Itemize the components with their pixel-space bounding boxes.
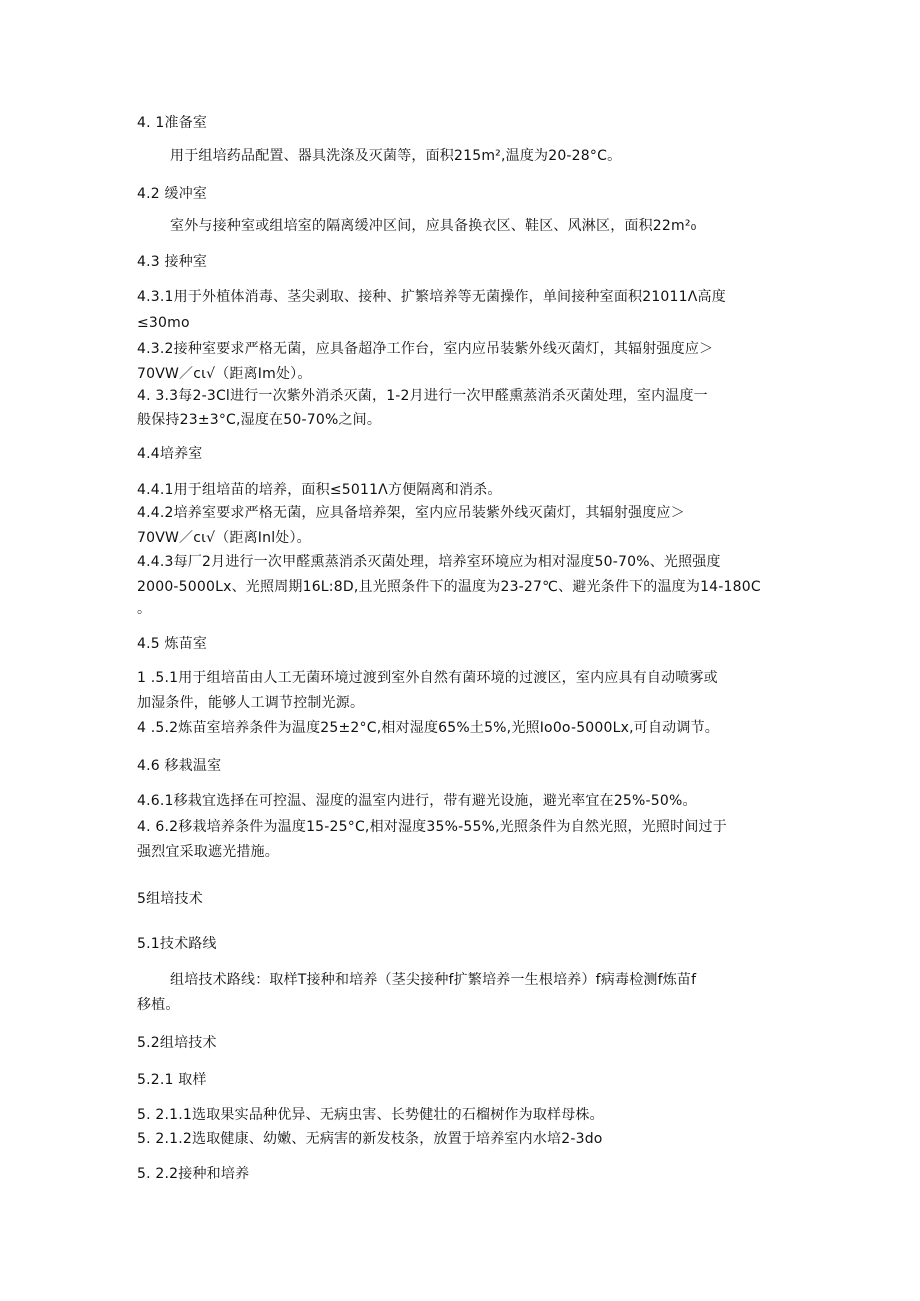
paragraph-4-5-1-cont: 加湿条件，能够人工调节控制光源。 — [137, 695, 365, 711]
paragraph-4-4-2-cont: 70VW／cι√（距离Inl处）。 — [137, 530, 311, 546]
paragraph-4-4-3: 4.4.3每厂2月进行一次甲醛熏蒸消杀灭菌处理，培养室环境应为相对湿度50-70%、光照强度 — [137, 554, 721, 570]
paragraph-4-3-3: 4. 3.3每2-3Cl进行一次紫外消杀灭菌，1-2月进行一次甲醛熏蒸消杀灭菌处理，室内温度一 — [137, 388, 708, 404]
paragraph-4-4-2: 4.4.2培养室要求严格无菌，应具备培养架，室内应吊装紫外线灭菌灯，其辐射强度应＞ — [137, 505, 685, 521]
paragraph-4-3-1: 4.3.1用于外植体消毒、茎尖剥取、接种、扩繁培养等无菌操作，单间接种室面积21011Λ高度 — [137, 289, 726, 305]
paragraph-4-1: 用于组培药品配置、器具洗涤及灭菌等，面积215m²,温度为20-28°C。 — [170, 148, 622, 164]
paragraph-4-2: 室外与接种室或组培室的隔离缓冲区间，应具备换衣区、鞋区、风淋区，面积22m²₀ — [170, 218, 697, 234]
paragraph-5-2-1-2: 5. 2.1.2选取健康、幼嫩、无病害的新发枝条，放置于培养室内水培2-3do — [137, 1131, 603, 1147]
paragraph-5-1-cont: 移植。 — [137, 997, 180, 1013]
paragraph-5-2-1-1: 5. 2.1.1选取果实品种优异、无病虫害、长势健壮的石榴树作为取样母株。 — [137, 1107, 604, 1123]
paragraph-4-4-1: 4.4.1用于组培苗的培养，面积≤5011Λ方便隔离和消杀。 — [137, 482, 502, 498]
paragraph-4-3-2: 4.3.2接种室要求严格无菌，应具备超净工作台，室内应吊装紫外线灭菌灯，其辐射强度应＞ — [137, 341, 714, 357]
paragraph-4-6-2-cont: 强烈宜采取遮光措施。 — [137, 844, 279, 860]
paragraph-4-3-3-cont: 般保持23±3°C,湿度在50-70%之间。 — [137, 412, 382, 428]
section-heading-4-1: 4. 1准备室 — [137, 115, 208, 131]
section-heading-5-1: 5.1技术路线 — [137, 936, 217, 952]
paragraph-4-3-1-cont: ≤30mo — [137, 315, 190, 331]
section-heading-5-2-1: 5.2.1 取样 — [137, 1072, 207, 1088]
section-heading-4-4: 4.4培养室 — [137, 446, 203, 462]
paragraph-4-6-2: 4. 6.2移栽培养条件为温度15-25°C,相对湿度35%-55%,光照条件为自然光照，光照时间过于 — [137, 819, 727, 835]
paragraph-4-6-1: 4.6.1移栽宜选择在可控温、湿度的温室内进行，带有避光设施，避光率宜在25%-50%。 — [137, 793, 697, 809]
paragraph-4-4-3-cont: 2000-5000Lx、光照周期16L:8D,且光照条件下的温度为23-27℃、避光条件下的温度为14-180C — [137, 579, 761, 595]
paragraph-5-1: 组培技术路线：取样T接种和培养（茎尖接种f扩繁培养一生根培养）f病毒检测f炼苗f — [170, 972, 697, 988]
paragraph-4-5-1: 1 .5.1用于组培苗由人工无菌环境过渡到室外自然有菌环境的过渡区，室内应具有自动喷雾或 — [137, 670, 718, 686]
section-heading-4-6: 4.6 移栽温室 — [137, 758, 222, 774]
section-heading-5-2: 5.2组培技术 — [137, 1035, 217, 1051]
paragraph-4-3-2-cont: 70VW／cι√（距离Im处）。 — [137, 366, 312, 382]
section-heading-5: 5组培技术 — [137, 891, 203, 907]
paragraph-4-4-3-end: 。 — [137, 601, 152, 617]
section-heading-5-2-2: 5. 2.2接种和培养 — [137, 1166, 250, 1182]
section-heading-4-2: 4.2 缓冲室 — [137, 186, 208, 202]
paragraph-4-5-2: 4 .5.2炼苗室培养条件为温度25±2°C,相对湿度65%土5%,光照Io0o-5000Lx,可自动调节。 — [137, 720, 719, 736]
section-heading-4-5: 4.5 炼苗室 — [137, 636, 208, 652]
section-heading-4-3: 4.3 接种室 — [137, 254, 208, 270]
